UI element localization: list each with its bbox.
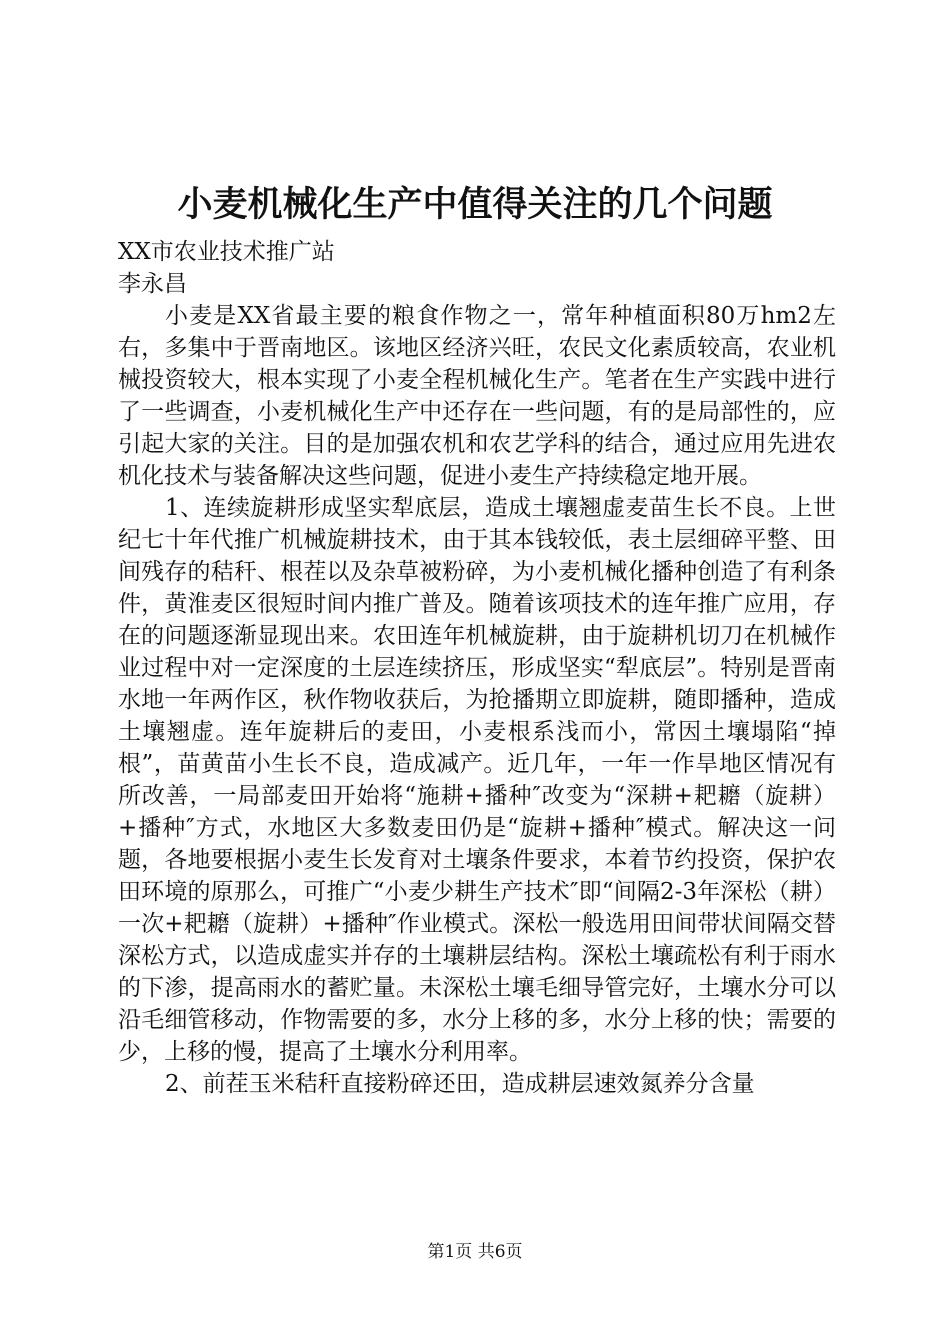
paragraph-section-2: 2、前茬玉米秸秆直接粉碎还田，造成耕层速效氮养分含量 xyxy=(165,1071,755,1097)
document-body xyxy=(118,236,836,1100)
author-name: 李永昌 xyxy=(118,271,187,297)
page-footer: 第1页 共6页 xyxy=(427,1242,523,1262)
paragraph-section-1: 1、连续旋耕形成坚实犁底层，造成土壤翘虚麦苗生长不良。上世纪七十年代推广机械旋耕技术，由于其本钱较低，表土层细碎平整、田间残存的秸秆、根茬以及杂草被粉碎，为小麦机械化播种创造了有利条件，黄淮麦区很短时间内推广普及。随着该项技术的连年推广应用，存在的问题逐渐显现出来。农田连年机械旋耕，由于旋耕机切刀在机械作业过程中对一定深度的土层连续挤压，形成坚实“犁底层”。特别是晋南水地一年两作区，秋作物收获后，为抢播期立即旋耕，随即播种，造成土壤翘虚。连年旋耕后的麦田，小麦根系浅而小，常因土壤塌陷“掉根”，苗黄苗小生长不良，造成减产。近几年，一年一作旱地区情况有所改善，一局部麦田开始将“施耕+播种″改变为“深耕+耙耱（旋耕）+播种″方式，水地区大多数麦田仍是“旋耕+播种″模式。解决这一问题，各地要根据小麦生长发育对土壤条件要求，本着节约投资，保护农田环境的原那么，可推广“小麦少耕生产技术″即“间隔2-3年深松（耕）一次+耙耱（旋耕）+播种″作业模式。深松一般选用田间带状间隔交替深松方式，以造成虚实并存的土壤耕层结构。深松土壤疏松有利于雨水的下渗，提高雨水的蓄贮量。未深松土壤毛细导管完好，土壤水分可以沿毛细管移动，作物需要的多，水分上移的多，水分上移的快；需要的少，上移的慢，提高了土壤水分利用率。 xyxy=(118,495,836,1065)
author-organization: XX市农业技术推广站 xyxy=(118,239,335,265)
paragraph-intro: 小麦是XX省最主要的粮食作物之一，常年种植面积80万hm2左右，多集中于晋南地区。该地区经济兴旺，农民文化素质较高，农业机械投资较大，根本实现了小麦全程机械化生产。笔者在生产实践中进行了一些调查，小麦机械化生产中还存在一些问题，有的是局部性的，应引起大家的关注。目的是加强农机和农艺学科的结合，通过应用先进农机化技术与装备解决这些问题，促进小麦生产持续稳定地开展。 xyxy=(118,303,836,489)
document-title: 小麦机械化生产中值得关注的几个问题 xyxy=(177,184,773,225)
